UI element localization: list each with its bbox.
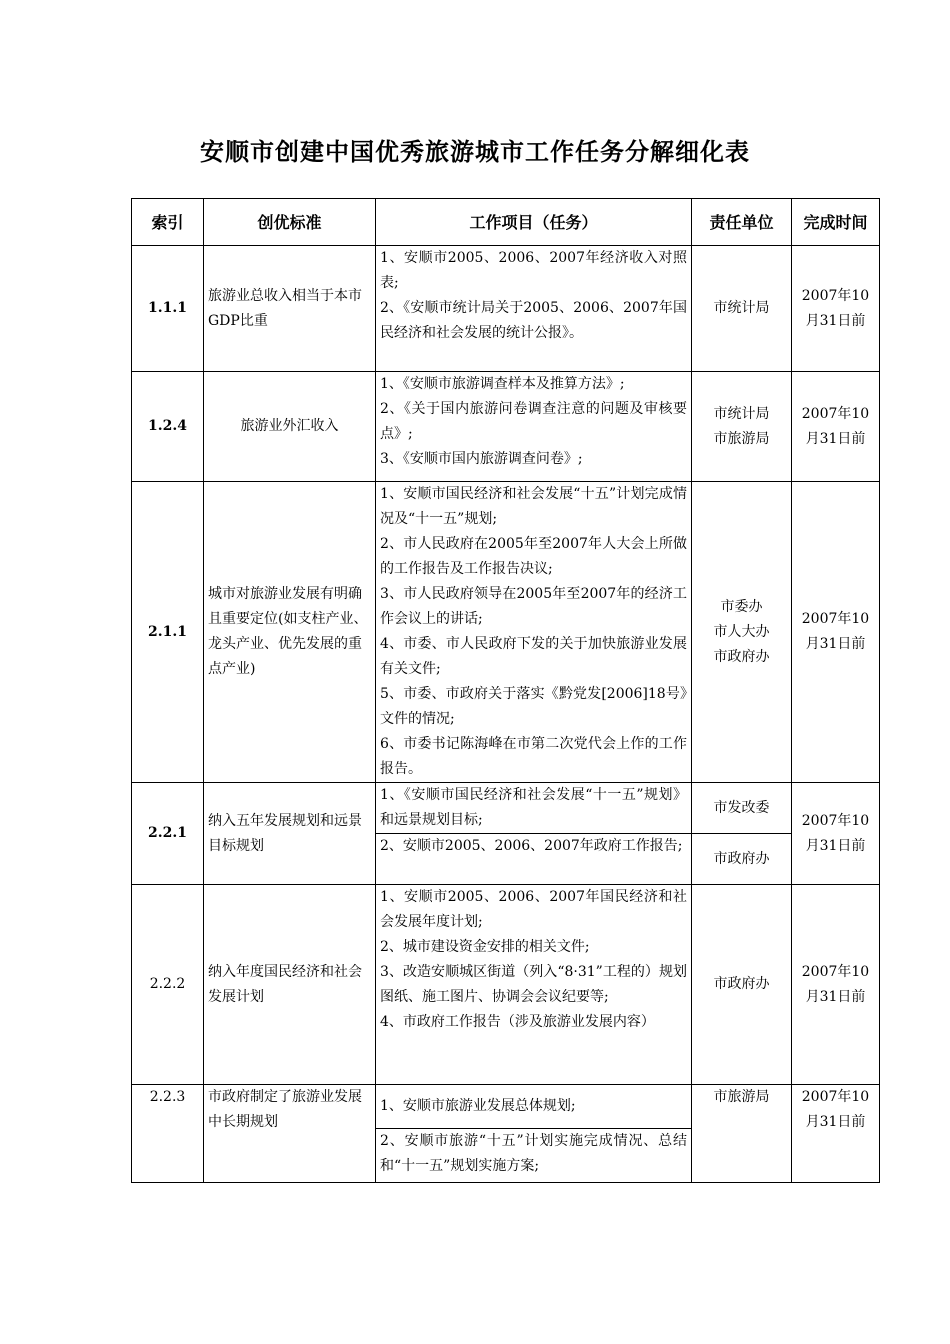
- table-row: [132, 372, 880, 482]
- row-unit: [692, 372, 792, 482]
- table-row: [132, 1085, 880, 1129]
- row-unit: 市发改委: [692, 783, 792, 834]
- task-item: 2、城市建设资金安排的相关文件;: [380, 939, 590, 955]
- task-item: 1、安顺市国民经济和社会发展“十五”计划完成情况及“十一五”规划;: [380, 486, 687, 527]
- row-index: 2.2.1: [132, 783, 204, 885]
- task-item: 1、安顺市2005、2006、2007年国民经济和社会发展年度计划;: [380, 889, 687, 930]
- unit-item: 市统计局: [713, 300, 770, 316]
- task-item: 6、市委书记陈海峰在市第二次党代会上作的工作报告。: [380, 736, 687, 777]
- unit-item: 市旅游局: [713, 430, 770, 447]
- row-standard: 城市对旅游业发展有明确且重要定位(如支柱产业、龙头产业、优先发展的重点产业): [204, 482, 376, 783]
- task-item: 1、安顺市2005、2006、2007年经济收入对照表;: [380, 250, 687, 291]
- row-unit: [692, 246, 792, 372]
- task-item: 4、市政府工作报告（涉及旅游业发展内容）: [380, 1014, 655, 1030]
- table-row: [132, 246, 880, 372]
- row-deadline: 2007年10月31日前: [792, 885, 880, 1085]
- task-item: 3、改造安顺城区街道（列入“8·31”工程的）规划图纸、施工图片、协调会会议纪要等;: [380, 964, 687, 1005]
- header-deadline: 完成时间: [792, 199, 880, 246]
- table-row: [132, 482, 880, 783]
- page-title: 安顺市创建中国优秀旅游城市工作任务分解细化表: [200, 138, 750, 166]
- unit-item: 市政府办: [713, 976, 770, 992]
- task-item: 4、市委、市人民政府下发的关于加快旅游业发展有关文件;: [380, 636, 687, 677]
- unit-item: 市统计局: [713, 405, 770, 422]
- row-index: 1.1.1: [132, 246, 204, 372]
- row-unit: [692, 1085, 792, 1183]
- row-deadline: 2007年10月31日前: [792, 246, 880, 372]
- header-task: 工作项目（任务）: [376, 199, 692, 246]
- row-index: 2.1.1: [132, 482, 204, 783]
- row-task: 1、《安顺市国民经济和社会发展“十一五”规划》和远景规划目标;: [376, 783, 692, 834]
- header-unit: 责任单位: [692, 199, 792, 246]
- unit-item: 市旅游局: [713, 1089, 770, 1105]
- row-deadline: 2007年10月31日前: [792, 482, 880, 783]
- row-tasks: [376, 482, 692, 783]
- table-row: [132, 783, 880, 834]
- row-index: 2.2.2: [132, 885, 204, 1085]
- row-index: 1.2.4: [132, 372, 204, 482]
- row-tasks: [376, 885, 692, 1085]
- row-tasks: [376, 246, 692, 372]
- task-item: 2、《关于国内旅游问卷调查注意的问题及审核要点》;: [380, 401, 687, 442]
- task-item: 2、市人民政府在2005年至2007年人大会上所做的工作报告及工作报告决议;: [380, 536, 687, 577]
- task-item: 3、市人民政府领导在2005年至2007年的经济工作会议上的讲话;: [380, 586, 687, 627]
- row-task: 2、安顺市2005、2006、2007年政府工作报告;: [376, 834, 692, 885]
- unit-item: 市政府办: [713, 648, 770, 665]
- task-item: 2、《安顺市统计局关于2005、2006、2007年国民经济和社会发展的统计公报》。: [380, 300, 687, 341]
- row-unit: 市政府办: [692, 834, 792, 885]
- row-deadline: 2007年10月31日前: [792, 783, 880, 885]
- table-header-row: [132, 199, 880, 246]
- row-deadline: 2007年10月31日前: [792, 1085, 880, 1183]
- table-row: [132, 885, 880, 1085]
- task-item: 1、《安顺市旅游调查样本及推算方法》;: [380, 376, 625, 392]
- row-standard: 旅游业外汇收入: [204, 372, 376, 482]
- row-task: 2、安顺市旅游“十五”计划实施完成情况、总结和“十一五”规划实施方案;: [376, 1129, 692, 1183]
- row-unit: [692, 885, 792, 1085]
- row-standard: 纳入年度国民经济和社会发展计划: [204, 885, 376, 1085]
- unit-item: 市人大办: [713, 623, 770, 640]
- row-standard: 纳入五年发展规划和远景目标规划: [204, 783, 376, 885]
- row-tasks: [376, 372, 692, 482]
- unit-item: 市委办: [720, 598, 763, 615]
- row-standard: 市政府制定了旅游业发展中长期规划: [204, 1085, 376, 1183]
- row-deadline: 2007年10月31日前: [792, 372, 880, 482]
- header-standard: 创优标准: [204, 199, 376, 246]
- task-table: [131, 198, 880, 1183]
- task-item: 3、《安顺市国内旅游调查问卷》;: [380, 451, 583, 467]
- row-task: 1、安顺市旅游业发展总体规划;: [376, 1085, 692, 1129]
- header-index: 索引: [132, 199, 204, 246]
- row-unit: [692, 482, 792, 783]
- task-item: 5、市委、市政府关于落实《黔党发[2006]18号》文件的情况;: [380, 686, 687, 727]
- row-index: 2.2.3: [132, 1085, 204, 1183]
- row-standard: 旅游业总收入相当于本市GDP比重: [204, 246, 376, 372]
